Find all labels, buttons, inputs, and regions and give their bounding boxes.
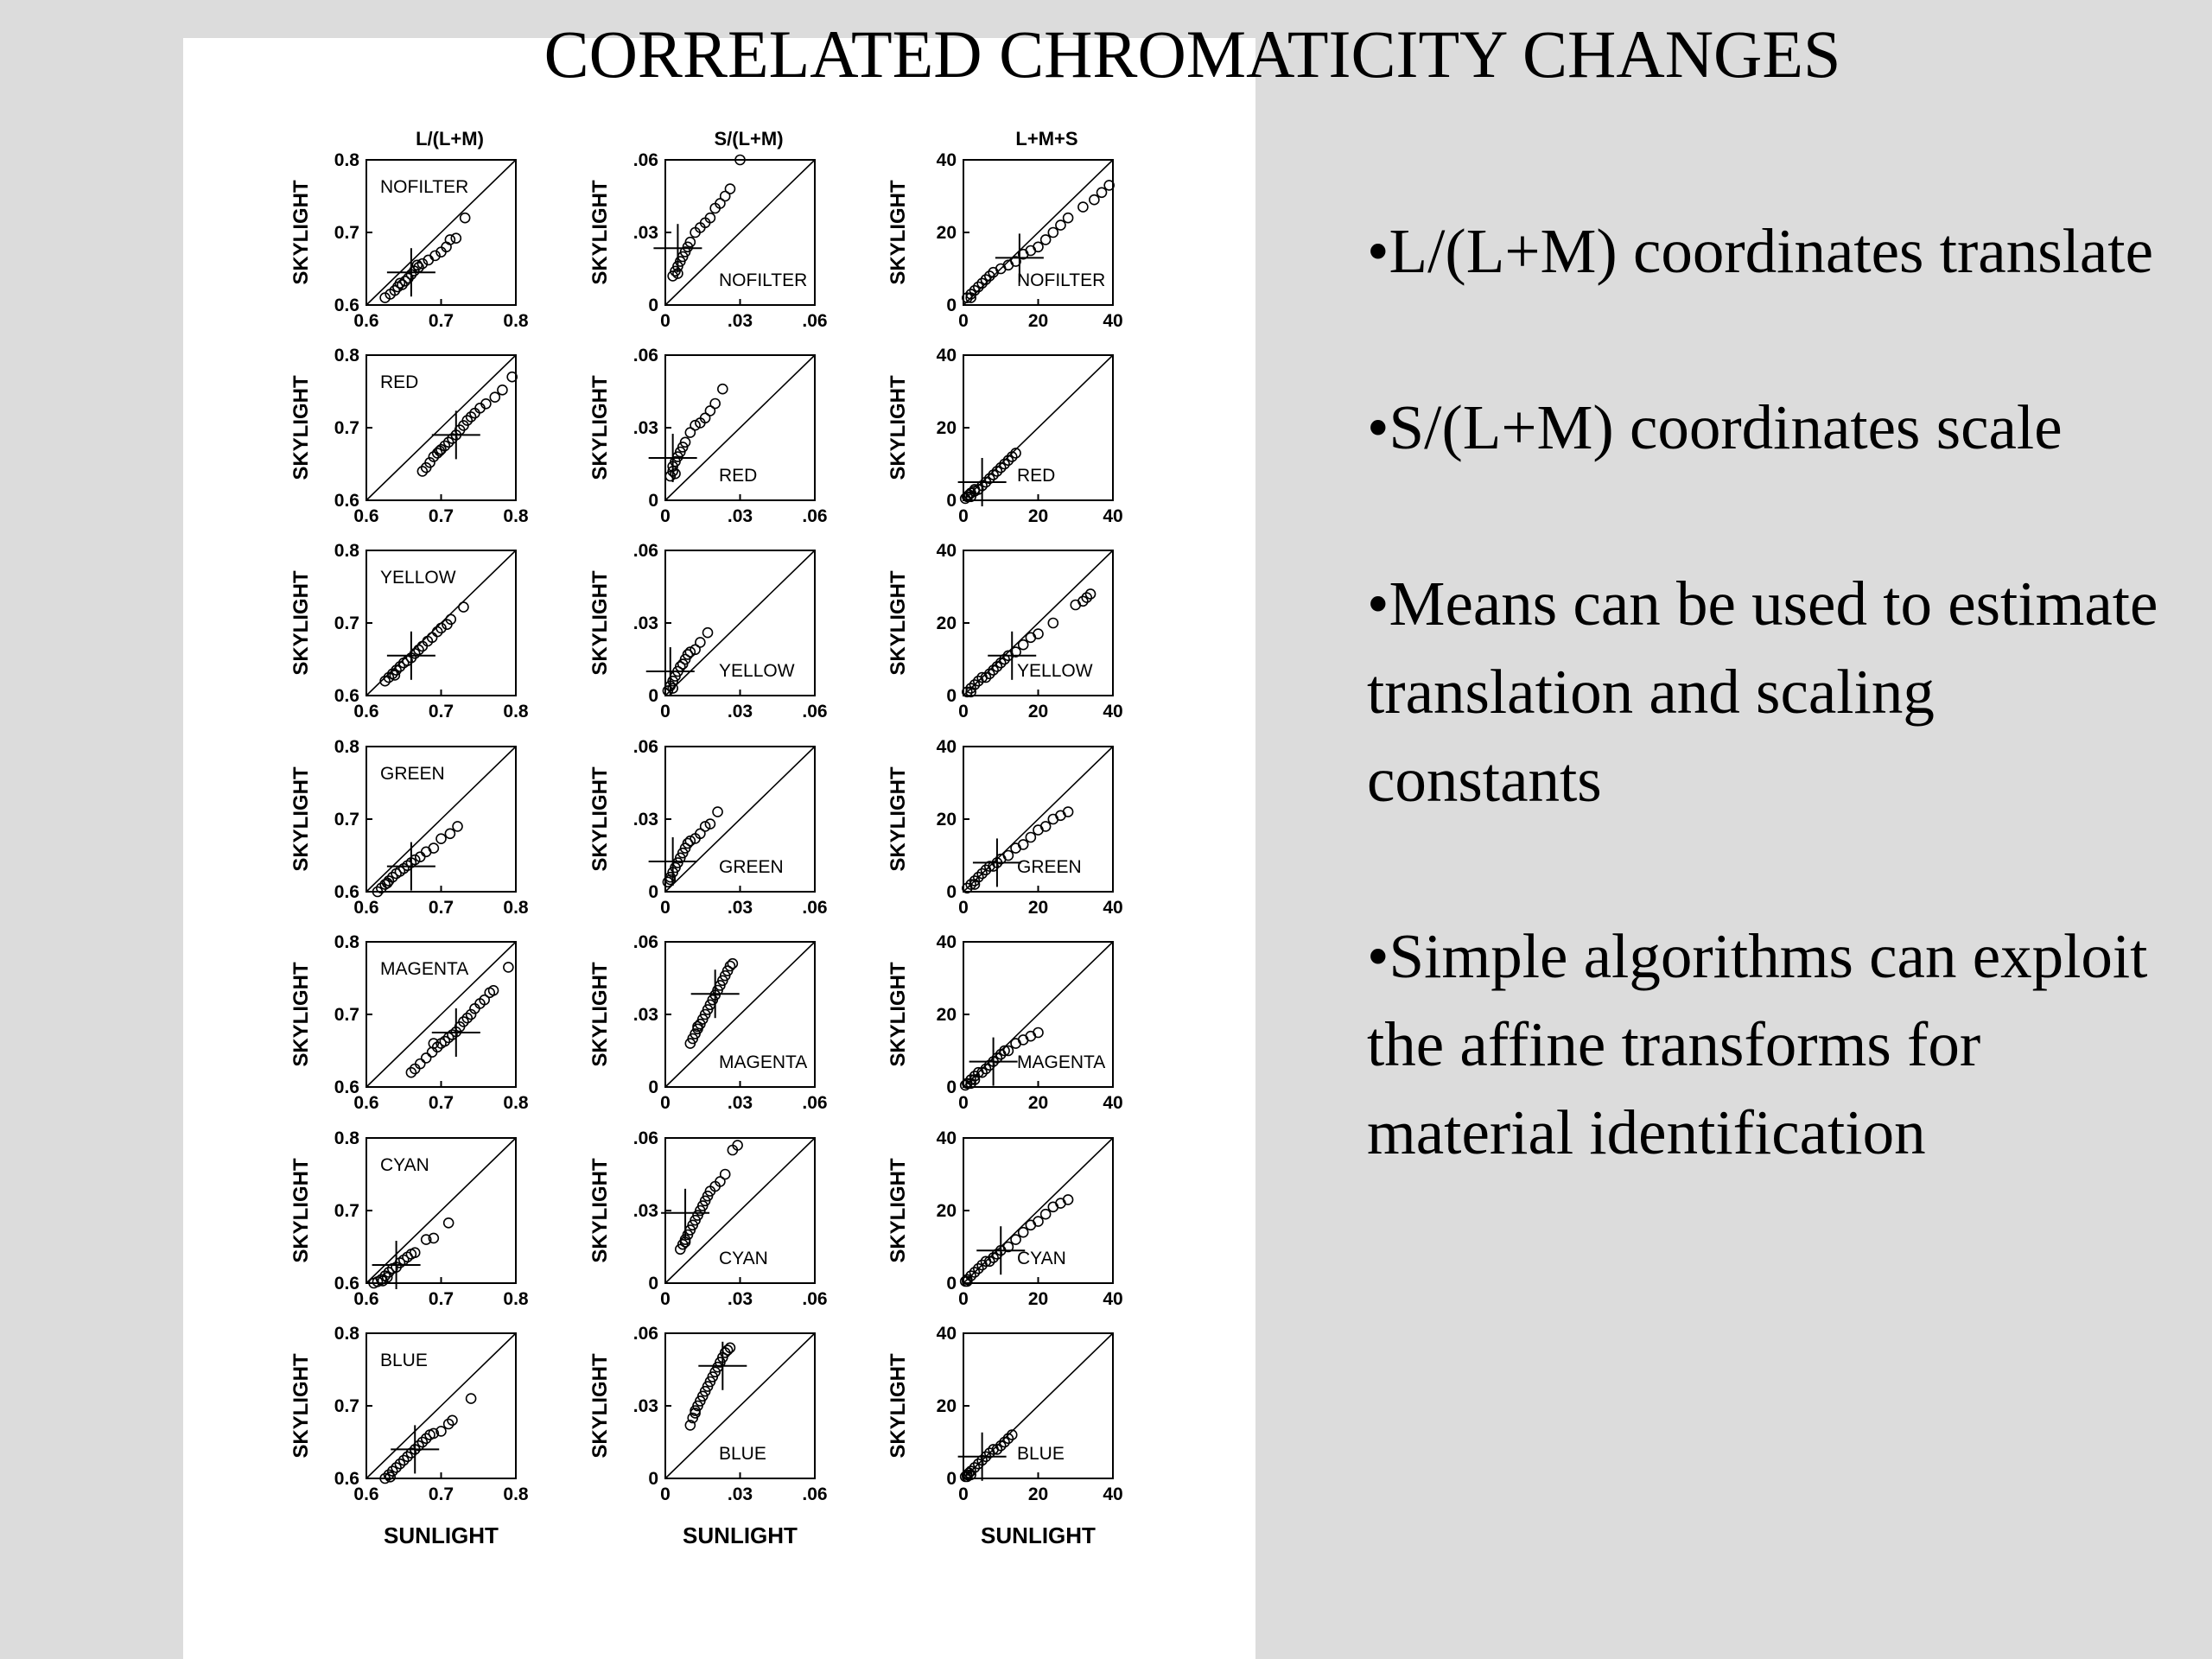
y-tick-label: 0.7	[334, 1005, 359, 1025]
y-tick-label: 40	[936, 737, 957, 757]
y-tick-label: 0.8	[334, 1324, 359, 1344]
y-axis-label: SKYLIGHT	[289, 962, 313, 1067]
slide-title: CORRELATED CHROMATICITY CHANGES	[543, 16, 1841, 92]
y-tick-label: .03	[632, 1005, 658, 1025]
panel-label: RED	[719, 466, 758, 486]
x-tick-label: 0.7	[428, 702, 454, 721]
y-tick-label: 0.6	[334, 686, 359, 706]
y-tick-label: 0	[648, 686, 658, 706]
y-tick-label: 0.7	[334, 810, 359, 830]
data-point	[1064, 213, 1073, 223]
data-point	[445, 829, 454, 838]
y-tick-label: .03	[632, 223, 658, 243]
y-axis-label: SKYLIGHT	[588, 766, 612, 872]
y-tick-label: 0	[946, 1077, 957, 1097]
x-tick-label: 0.8	[503, 1093, 529, 1113]
panel-label: BLUE	[380, 1351, 428, 1370]
data-point	[1041, 1210, 1051, 1219]
x-tick-label: 0	[958, 506, 969, 526]
y-axis-label: SKYLIGHT	[289, 766, 313, 872]
y-tick-label: 0.7	[334, 613, 359, 633]
x-axis-label: SUNLIGHT	[384, 1522, 499, 1548]
y-axis-label: SKYLIGHT	[887, 1353, 910, 1459]
y-tick-label: 0.8	[334, 932, 359, 952]
y-axis-label: SKYLIGHT	[887, 962, 910, 1067]
panel-label: NOFILTER	[1017, 270, 1106, 290]
y-tick-label: 0	[946, 296, 957, 315]
y-tick-label: 20	[936, 223, 957, 243]
x-tick-label: 0	[660, 1484, 671, 1504]
data-point	[1033, 629, 1043, 639]
y-tick-label: 0	[648, 296, 658, 315]
x-tick-label: .03	[727, 311, 753, 331]
panel-label: YELLOW	[380, 568, 456, 588]
data-point	[1064, 807, 1073, 817]
data-point	[1019, 640, 1028, 650]
data-point	[1041, 235, 1051, 245]
x-tick-label: .06	[802, 506, 828, 526]
figure-panel	[183, 38, 1255, 1659]
data-point	[723, 1345, 733, 1355]
y-axis-label: SKYLIGHT	[588, 1353, 612, 1459]
y-tick-label: 0.6	[334, 882, 359, 902]
panel-label: NOFILTER	[719, 270, 808, 290]
x-tick-label: 0.7	[428, 898, 454, 918]
bullet-algorithms: •Simple algorithms can exploit the affine transforms for material identification	[1367, 921, 2148, 1167]
x-tick-label: 0	[660, 1093, 671, 1113]
panel-label: CYAN	[719, 1249, 768, 1268]
panel-label: BLUE	[1017, 1444, 1065, 1464]
y-tick-label: .03	[632, 613, 658, 633]
x-tick-label: .06	[802, 898, 828, 918]
column-title: L+M+S	[1015, 128, 1078, 149]
panel-label: GREEN	[380, 764, 445, 784]
y-tick-label: .06	[632, 737, 658, 757]
x-tick-label: 0	[958, 1484, 969, 1504]
x-tick-label: .03	[727, 506, 753, 526]
y-axis-label: SKYLIGHT	[588, 375, 612, 480]
panel-label: MAGENTA	[1017, 1052, 1106, 1072]
y-tick-label: .06	[632, 541, 658, 561]
y-tick-label: 0	[946, 1469, 957, 1489]
x-tick-label: 0	[958, 311, 969, 331]
x-tick-label: 0.6	[353, 1484, 379, 1504]
data-point	[1056, 220, 1065, 230]
data-point	[1033, 1217, 1043, 1226]
x-axis-label: SUNLIGHT	[683, 1522, 798, 1548]
y-tick-label: 20	[936, 1396, 957, 1416]
x-tick-label: 40	[1103, 702, 1123, 721]
x-tick-label: 0.7	[428, 1289, 454, 1309]
y-axis-label: SKYLIGHT	[289, 1353, 313, 1459]
x-tick-label: .06	[802, 702, 828, 721]
data-point	[504, 963, 513, 972]
data-point	[713, 807, 722, 817]
data-point	[451, 233, 461, 243]
x-tick-label: 20	[1027, 1484, 1049, 1504]
y-tick-label: 40	[936, 932, 957, 952]
x-tick-label: 0.7	[428, 311, 454, 331]
x-tick-label: 0	[660, 898, 671, 918]
y-tick-label: 0	[648, 882, 658, 902]
y-tick-label: 20	[936, 418, 957, 438]
y-tick-label: 0	[648, 1077, 658, 1097]
y-axis-label: SKYLIGHT	[289, 180, 313, 285]
data-point	[1064, 1195, 1073, 1205]
y-tick-label: 20	[936, 1005, 957, 1025]
y-axis-label: SKYLIGHT	[887, 375, 910, 480]
x-tick-label: 0.6	[353, 311, 379, 331]
panel-label: MAGENTA	[719, 1052, 808, 1072]
y-tick-label: 0.8	[334, 1128, 359, 1148]
y-tick-label: 40	[936, 541, 957, 561]
y-tick-label: 0.6	[334, 296, 359, 315]
bullet-translate: •L/(L+M) coordinates translate	[1367, 216, 2153, 286]
panel-label: GREEN	[1017, 857, 1082, 877]
x-tick-label: 20	[1027, 702, 1049, 721]
panel-label: GREEN	[719, 857, 784, 877]
panel-label: CYAN	[380, 1155, 429, 1175]
bullet-list	[1367, 207, 2179, 1177]
y-tick-label: .06	[632, 346, 658, 365]
x-tick-label: .06	[802, 311, 828, 331]
y-tick-label: .03	[632, 810, 658, 830]
data-point	[444, 1218, 454, 1228]
data-point	[459, 602, 468, 612]
y-tick-label: 0.6	[334, 1077, 359, 1097]
x-tick-label: 20	[1027, 1289, 1049, 1309]
x-tick-label: 0.6	[353, 898, 379, 918]
y-tick-label: .06	[632, 1324, 658, 1344]
y-tick-label: 40	[936, 346, 957, 365]
x-tick-label: 40	[1103, 311, 1123, 331]
x-tick-label: 20	[1027, 506, 1049, 526]
x-tick-label: .03	[727, 1093, 753, 1113]
data-point	[710, 399, 720, 409]
data-point	[1097, 188, 1107, 197]
y-axis-label: SKYLIGHT	[289, 570, 313, 676]
y-tick-label: 20	[936, 1201, 957, 1221]
y-axis-label: SKYLIGHT	[588, 570, 612, 676]
y-tick-label: .03	[632, 1201, 658, 1221]
y-tick-label: 40	[936, 1128, 957, 1148]
data-point	[1048, 228, 1058, 238]
y-tick-label: 40	[936, 1324, 957, 1344]
y-tick-label: 0	[946, 882, 957, 902]
y-tick-label: 0	[648, 1274, 658, 1294]
data-point	[429, 843, 438, 853]
y-axis-label: SKYLIGHT	[887, 570, 910, 676]
bullet-scale: •S/(L+M) coordinates scale	[1367, 392, 2063, 462]
y-tick-label: 0.6	[334, 1469, 359, 1489]
y-tick-label: 0.8	[334, 737, 359, 757]
data-point	[1033, 1028, 1043, 1038]
y-tick-label: .06	[632, 150, 658, 170]
x-tick-label: 0	[958, 898, 969, 918]
y-tick-label: .06	[632, 932, 658, 952]
x-tick-label: 0	[958, 1289, 969, 1309]
x-tick-label: .06	[802, 1484, 828, 1504]
data-point	[718, 385, 728, 394]
data-point	[696, 638, 705, 647]
y-tick-label: 0.8	[334, 541, 359, 561]
y-tick-label: 0.7	[334, 1396, 359, 1416]
data-point	[1019, 1228, 1028, 1237]
y-axis-label: SKYLIGHT	[887, 1158, 910, 1263]
y-axis-label: SKYLIGHT	[289, 375, 313, 480]
y-tick-label: 40	[936, 150, 957, 170]
data-point	[436, 834, 446, 843]
x-tick-label: 0	[958, 702, 969, 721]
data-point	[721, 1170, 730, 1179]
x-tick-label: 0	[958, 1093, 969, 1113]
x-tick-label: 0.6	[353, 702, 379, 721]
y-tick-label: 0.7	[334, 223, 359, 243]
x-tick-label: 0	[660, 311, 671, 331]
x-tick-label: 20	[1027, 898, 1049, 918]
x-tick-label: 0.8	[503, 506, 529, 526]
data-point	[490, 392, 499, 402]
x-tick-label: .03	[727, 1484, 753, 1504]
data-point	[1048, 619, 1058, 628]
data-point	[1041, 822, 1051, 831]
y-tick-label: 0.7	[334, 1201, 359, 1221]
x-tick-label: 20	[1027, 1093, 1049, 1113]
x-tick-label: 0.8	[503, 702, 529, 721]
x-tick-label: .06	[802, 1093, 828, 1113]
data-point	[703, 628, 713, 638]
x-tick-label: 40	[1103, 1093, 1123, 1113]
y-axis-label: SKYLIGHT	[588, 1158, 612, 1263]
x-tick-label: 0.8	[503, 311, 529, 331]
x-tick-label: 0.7	[428, 506, 454, 526]
data-point	[1090, 195, 1099, 205]
y-axis-label: SKYLIGHT	[588, 180, 612, 285]
panel-label: RED	[1017, 466, 1056, 486]
y-tick-label: 20	[936, 613, 957, 633]
data-point	[1003, 851, 1013, 861]
column-title: S/(L+M)	[714, 128, 784, 149]
panel-label: YELLOW	[1017, 661, 1093, 681]
panel-label: BLUE	[719, 1444, 766, 1464]
x-tick-label: .03	[727, 702, 753, 721]
x-tick-label: 0	[660, 702, 671, 721]
data-point	[1033, 242, 1043, 251]
x-tick-label: 0.8	[503, 1484, 529, 1504]
y-tick-label: 20	[936, 810, 957, 830]
x-tick-label: .06	[802, 1289, 828, 1309]
y-tick-label: 0.6	[334, 491, 359, 511]
y-axis-label: SKYLIGHT	[887, 180, 910, 285]
x-tick-label: .03	[727, 1289, 753, 1309]
x-tick-label: 0.8	[503, 1289, 529, 1309]
data-point	[422, 1053, 431, 1063]
x-tick-label: 40	[1103, 1289, 1123, 1309]
data-point	[461, 213, 470, 223]
y-tick-label: 0.8	[334, 150, 359, 170]
y-tick-label: 0.6	[334, 1274, 359, 1294]
x-tick-label: 0	[660, 1289, 671, 1309]
bullet-means: •Means can be used to estimate translation and scaling constants	[1367, 569, 2158, 815]
y-tick-label: .03	[632, 1396, 658, 1416]
panel-label: CYAN	[1017, 1249, 1066, 1268]
x-tick-label: 0	[660, 506, 671, 526]
y-axis-label: SKYLIGHT	[588, 962, 612, 1067]
y-tick-label: 0	[946, 1274, 957, 1294]
y-tick-label: 0	[946, 686, 957, 706]
y-axis-label: SKYLIGHT	[887, 766, 910, 872]
x-tick-label: 40	[1103, 898, 1123, 918]
x-tick-label: 0.7	[428, 1093, 454, 1113]
data-point	[1011, 1235, 1020, 1244]
x-tick-label: 0.6	[353, 506, 379, 526]
y-tick-label: 0	[648, 1469, 658, 1489]
x-tick-label: 0.7	[428, 1484, 454, 1504]
column-title: L/(L+M)	[416, 128, 484, 149]
y-tick-label: 0.8	[334, 346, 359, 365]
y-tick-label: 0	[946, 491, 957, 511]
data-point	[725, 184, 734, 194]
x-tick-label: 40	[1103, 1484, 1123, 1504]
data-point	[498, 385, 507, 395]
data-point	[453, 822, 462, 831]
scatter-plot-grid	[183, 38, 1255, 1659]
panel-label: RED	[380, 372, 419, 392]
y-tick-label: 0	[648, 491, 658, 511]
data-point	[467, 1394, 476, 1403]
x-tick-label: 0.6	[353, 1093, 379, 1113]
y-tick-label: 0.7	[334, 418, 359, 438]
x-tick-label: 0.8	[503, 898, 529, 918]
data-point	[1078, 202, 1088, 212]
x-tick-label: .03	[727, 898, 753, 918]
panel-label: YELLOW	[719, 661, 795, 681]
x-tick-label: 40	[1103, 506, 1123, 526]
panel-label: NOFILTER	[380, 177, 469, 197]
x-tick-label: 20	[1027, 311, 1049, 331]
y-axis-label: SKYLIGHT	[289, 1158, 313, 1263]
data-point	[728, 959, 737, 969]
panel-label: MAGENTA	[380, 959, 469, 979]
data-point	[1019, 840, 1028, 849]
x-axis-label: SUNLIGHT	[981, 1522, 1096, 1548]
y-tick-label: .06	[632, 1128, 658, 1148]
data-point	[1026, 833, 1035, 842]
y-tick-label: .03	[632, 418, 658, 438]
x-tick-label: 0.6	[353, 1289, 379, 1309]
